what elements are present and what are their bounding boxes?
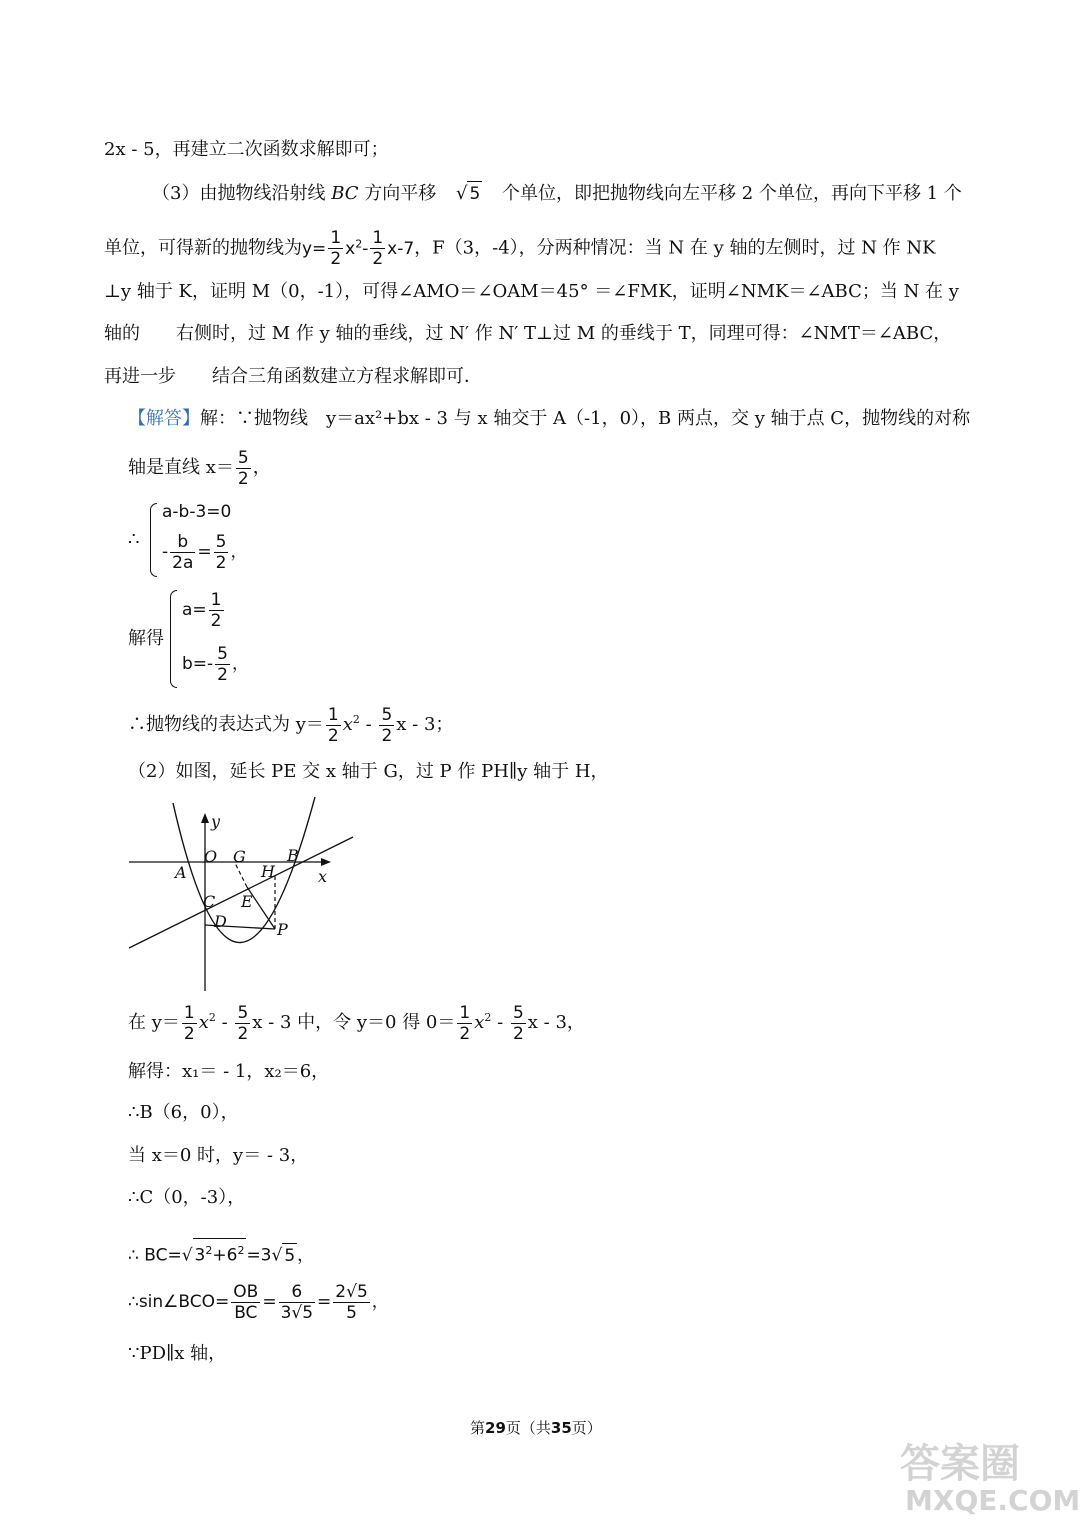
parabola-diagram <box>125 795 360 995</box>
text-line-5: 轴的 右侧时，过 M 作 y 轴的垂线，过 N′ 作 N′ T⊥过 M 的垂线于 T，同理可得：∠NMT＝∠ABC， <box>104 323 952 344</box>
page-number: 第29页（共35页） <box>470 1419 602 1437</box>
roots-line: 解得：x₁＝ - 1，x₂＝6， <box>128 1061 330 1082</box>
parabola-expression-line: ∴抛物线的表达式为 y＝ $\frac{1}{2}$ $x^2$ - $\frac{5}{2}$ x - 3； <box>128 704 454 746</box>
label-g: G <box>233 847 246 866</box>
y-axis-arrow <box>201 813 209 823</box>
part-2-intro: （2）如图，延长 PE 交 x 轴于 G，过 P 作 PH∥y 轴于 H， <box>128 761 609 782</box>
solve-label: 解得 <box>128 628 164 649</box>
answer-label: 【解答】 <box>128 408 200 429</box>
axis-of-symmetry-line: 轴是直线 x＝ $\frac{5}{2}$ ， <box>128 447 271 489</box>
bc-length-line: ∴ BC=√ $3^2+6^2 =3√$ 5 ， <box>128 1238 314 1268</box>
text-line-1: 2x - 5，再建立二次函数求解即可； <box>104 139 389 160</box>
label-x: x <box>318 867 328 886</box>
text-line-3-part-a: 单位，可得新的抛物线为 <box>104 237 302 259</box>
text-line-2-part-c: 方向平移 <box>364 183 437 204</box>
text-line-6: 再进一步 结合三角函数建立方程求解即可． <box>104 366 482 387</box>
x-zero-line: 当 x＝0 时，y＝ - 3， <box>128 1145 309 1166</box>
label-p: P <box>277 920 288 939</box>
text-line-4: ⊥y 轴于 K，证明 M（0，-1），可得∠AMO＝∠OAM＝45° ＝∠FMK，证明∠NMK＝∠ABC；当 N 在 y <box>104 281 959 302</box>
system-1-row-1: a-b-3=0 <box>162 502 232 522</box>
label-c: C <box>203 892 216 911</box>
point-c-line: ∴C（0，-3）， <box>128 1187 246 1208</box>
text-line-3 <box>104 224 936 269</box>
label-e: E <box>241 892 253 911</box>
label-a: A <box>175 863 187 882</box>
text-line-3-part-b: ，F（3，-4），分两种情况：当 N 在 y 轴的左侧时，过 N 作 NK <box>414 237 936 259</box>
label-b: B <box>287 846 299 865</box>
point-b-line: ∴B（6，0）， <box>128 1102 239 1123</box>
watermark-url: MXQE.COM <box>905 1484 1080 1517</box>
therefore-symbol-1: ∴ <box>128 529 140 550</box>
brace-system-1 <box>150 503 157 577</box>
parabola-curve <box>173 797 315 943</box>
solution-intro <box>128 407 970 431</box>
x-axis-arrow <box>321 858 331 866</box>
text-line-2-part-a: （3）由抛物线沿射线 <box>152 183 326 204</box>
new-parabola-expression: y= $\frac{1}{2}$ $x^2-$ $\frac{1}{2}$ x-7 <box>302 228 415 270</box>
segment-eg-dashed <box>235 863 247 887</box>
system-2-row-2: b=- $\frac{5}{2}$ ， <box>182 643 249 685</box>
label-o: O <box>204 847 218 866</box>
label-h: H <box>261 862 275 881</box>
set-y-zero-line: 在 y＝ $\frac{1}{2}$ $x^2$ - $\frac{5}{2}$ x - 3 中，令 y＝0 得 0＝ $\frac{1}{2}$ $x^2$ - $\frac{5}{2}$ x - 3， <box>128 1002 585 1044</box>
watermark-logo: 答案圈 <box>900 1441 1020 1487</box>
sqrt-five: √ 5 <box>456 183 481 204</box>
brace-system-2 <box>170 590 177 688</box>
solution-intro-text: 解：∵抛物线 y＝ax²+bx - 3 与 x 轴交于 A（-1，0），B 两点，交 y 轴于点 C，抛物线的对称 <box>200 408 971 429</box>
text-line-2 <box>152 181 962 206</box>
system-1-row-2: - $\frac{b}{2a}$ = $\frac{5}{2}$ ， <box>162 531 248 573</box>
system-2-row-1: a= $\frac{1}{2}$ <box>182 589 222 631</box>
sin-bco-line: ∴sin∠BCO= $\frac{OB}{BC}$ = $\frac{6}{3√5}$ = $\frac{2√5}{5}$ ， <box>128 1281 389 1323</box>
segment-bc: BC <box>331 183 359 204</box>
text-line-2-part-e: 个单位，即把抛物线向左平移 2 个单位，再向下平移 1 个 <box>502 183 962 204</box>
label-y: y <box>211 812 221 831</box>
pd-parallel-line: ∵PD∥x 轴， <box>128 1343 227 1364</box>
label-d: D <box>214 912 227 931</box>
